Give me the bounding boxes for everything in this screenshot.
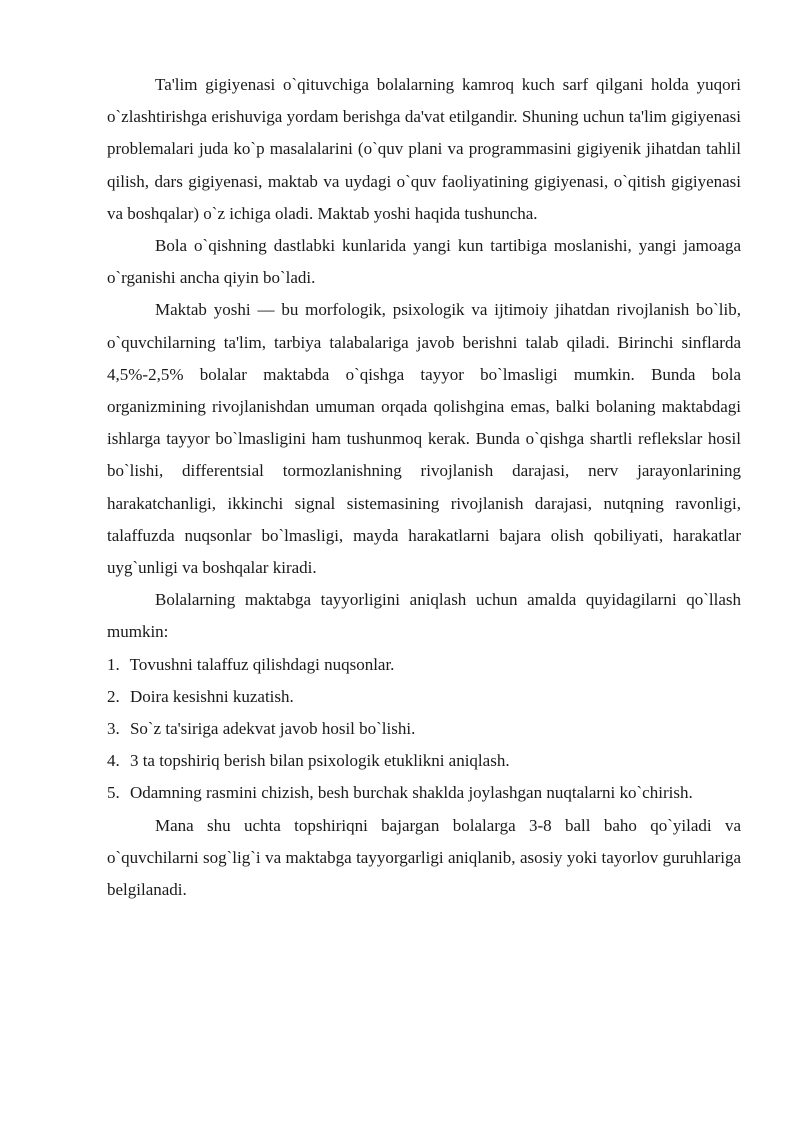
list-number: 5. bbox=[107, 783, 120, 803]
list-item bbox=[107, 713, 741, 745]
list-number: 3. bbox=[107, 719, 120, 739]
paragraph-adaptation: Bola o`qishning dastlabki kunlarida yangi kun tartibiga moslanishi, yangi jamoaga o`rganishi ancha qiyin bo`ladi. bbox=[107, 236, 741, 288]
methods-list bbox=[107, 649, 741, 810]
list-text: So`z ta'siriga adekvat javob hosil bo`lishi. bbox=[129, 719, 416, 739]
list-text: Tovushni talaffuz qilishdagi nuqsonlar. bbox=[129, 654, 395, 674]
document-page bbox=[107, 69, 741, 906]
list-item bbox=[107, 681, 741, 713]
list-number: 1. bbox=[107, 654, 120, 674]
list-number: 2. bbox=[107, 686, 120, 706]
list-number: 4. bbox=[107, 751, 120, 771]
list-item bbox=[107, 649, 741, 681]
list-text: 3 ta topshiriq berish bilan psixologik etuklikni aniqlash. bbox=[129, 751, 510, 771]
list-text: Doira kesishni kuzatish. bbox=[129, 686, 294, 706]
paragraph-hygiene-intro: Ta'lim gigiyenasi o`qituvchiga bolalarning kamroq kuch sarf qilgani holda yuqori o`zlashtirishga erishuviga yordam berishga da'vat etilgandir. Shuning uchun ta'lim gigiyenasi problemalari juda ko`p masalalarini (o`quv plani va programmasini gigiyenik jihatdan tahlil qilish, dars gigiyenasi, maktab va uydagi o`quv faoliyatining gigiyenasi, o`qitish gigiyenasi va boshqalar) o`z ichiga oladi. Maktab yoshi haqida tushuncha. bbox=[107, 75, 741, 223]
paragraph-closing: Mana shu uchta topshiriqni bajargan bolalarga 3-8 ball baho qo`yiladi va o`quvchilarni sog`lig`i va maktabga tayyorgarligi aniqlanib, asosiy yoki tayorlov guruhlariga belgilanadi. bbox=[107, 815, 741, 900]
list-item bbox=[107, 777, 741, 809]
paragraph-readiness-methods: Bolalarning maktabga tayyorligini aniqlash uchun amalda quyidagilarni qo`llash mumkin: bbox=[107, 590, 741, 642]
list-text: Odamning rasmini chizish, besh burchak shaklda joylashgan nuqtalarni ko`chirish. bbox=[129, 783, 693, 803]
list-item bbox=[107, 745, 741, 777]
paragraph-school-age: Maktab yoshi — bu morfologik, psixologik va ijtimoiy jihatdan rivojlanish bo`lib, o`quvchilarning ta'lim, tarbiya talabalariga javob berishni talab qiladi. Birinchi sinflarda 4,5%-2,5% bolalar maktabda o`qishga tayyor bo`lmasligi mumkin. Bunda bola organizmining rivojlanishdan umuman orqada qolishgina emas, balki bolaning maktabdagi ishlarga tayyor bo`lmasligini ham tushunmoq kerak. Bunda o`qishga shartli reflekslar hosil bo`lishi, differentsial tormozlanishning rivojlanish darajasi, nerv jarayonlarining harakatchanligi, ikkinchi signal sistemasining rivojlanish darajasi, nutqning ravonligi, talaffuzda nuqsonlar bo`lmasligi, mayda harakatlarni bajara olish qobiliyati, harakatlar uyg`unligi va boshqalar kiradi. bbox=[107, 300, 741, 578]
